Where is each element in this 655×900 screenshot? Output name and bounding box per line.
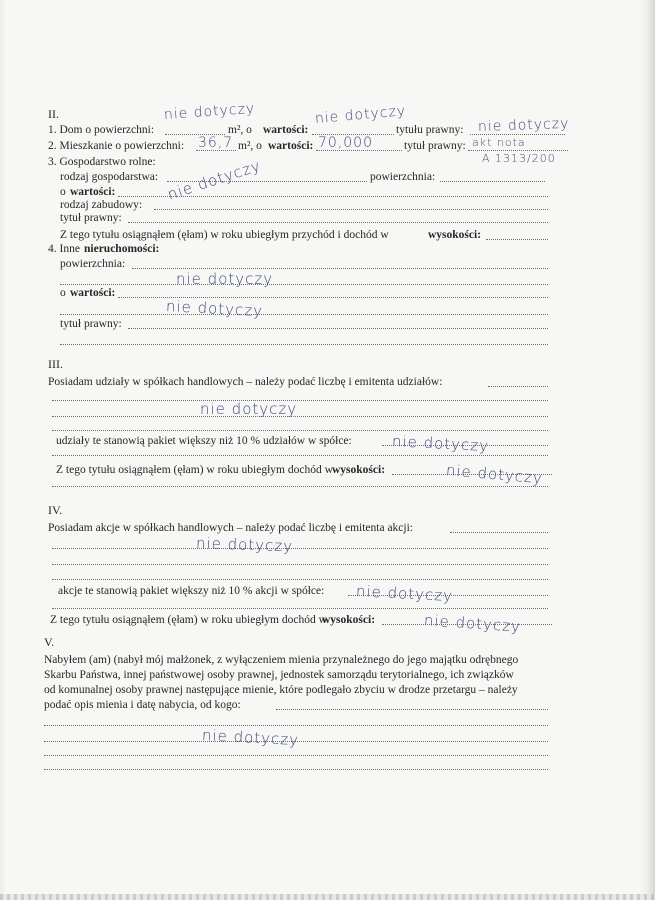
gospodarstwo-zabudowy-label: rodzaj zabudowy: [60, 199, 143, 211]
hw-s4-3: nie dotyczy [423, 611, 522, 636]
s4-line1-fill [450, 532, 548, 533]
scan-bottom-strip [0, 894, 655, 900]
gospodarstwo-dochod-fill [486, 239, 548, 240]
inne-wartosci-fill-2 [60, 314, 548, 315]
gospodarstwo-wartosci-label: wartości: [70, 186, 116, 198]
hw-s4-2: nie dotyczy [355, 582, 454, 606]
s5-p4: podać opis mienia i datę nabycia, od kogo: [44, 699, 241, 711]
s4-line3: Z tego tytułu osiągnąłem (ęłam) w roku ubiegłym dochód w [50, 614, 327, 626]
hw-s3-2: nie dotyczy [391, 432, 490, 456]
mieszkanie-title-fill [468, 150, 568, 151]
gospodarstwo-dochod-bold: wysokości: [428, 229, 482, 241]
inne-label: 4. Inne [48, 243, 80, 255]
hw-inne-area: nie dotyczy [176, 270, 274, 288]
inne-wartosci-label: wartości: [70, 287, 116, 299]
mieszkanie-unit: m², o [238, 140, 262, 152]
inne-tytul-fill [128, 328, 548, 329]
s3-fill-a [52, 400, 548, 401]
section-5-heading: V. [44, 635, 55, 649]
dom-label: 1. Dom o powierzchni: [48, 124, 155, 136]
hw-gospodarstwo: nie dotyczy [165, 156, 264, 204]
gospodarstwo-powierzchnia-fill [440, 181, 545, 182]
hw-mieszkanie-area: 36,7 [198, 135, 234, 151]
gospodarstwo-powierzchnia-label: powierzchnia: [370, 171, 436, 183]
section-4-heading: IV. [48, 503, 63, 517]
hw-dom-value: nie dotyczy [314, 103, 407, 127]
gospodarstwo-label: 3. Gospodarstwo rolne: [48, 156, 156, 168]
inne-o: o [60, 287, 66, 299]
dom-value-label: wartości: [263, 124, 309, 136]
s5-p1: Nabyłem (am) (nabył mój małżonek, z wyłączeniem mienia przynależnego do jego majątku odrębnego [44, 654, 519, 666]
hw-s3-3: nie dotyczy [445, 461, 544, 488]
section-2-heading: II. [48, 107, 59, 121]
gospodarstwo-rodzaj-label: rodzaj gospodarstwa: [60, 171, 159, 183]
s3-line2: udziały te stanowią pakiet większy niż 10 % udziałów w spółce: [56, 435, 352, 447]
gospodarstwo-dochod-pre: Z tego tytułu osiągnąłem (ęłam) w roku ubiegłym przychód i dochód w [60, 229, 389, 241]
gospodarstwo-tytul-label: tytuł prawny: [60, 212, 122, 224]
gospodarstwo-tytul-fill [128, 222, 548, 223]
s3-fill-d [52, 455, 548, 456]
s5-p3: od komunalnej osoby prawnej następujące mienie, które podlegało zbyciu w drodze przetargu – należy [44, 684, 518, 696]
s4-line2: akcje te stanowią pakiet większy niż 10 % akcji w spółce: [58, 585, 325, 597]
gospodarstwo-o: o [60, 186, 66, 198]
s3-line1-fill [488, 386, 548, 387]
hw-s3-1: nie dotyczy [200, 400, 298, 418]
s3-line3-bold: wysokości: [332, 464, 386, 476]
inne-powierzchnia-label: powierzchnia: [60, 258, 126, 270]
mieszkanie-title-label: tytuł prawny: [404, 140, 466, 152]
s5-p2: Skarbu Państwa, innej państwowej osoby prawnej, jednostek samorządu terytorialnego, ich związków [44, 669, 514, 681]
s3-fill-e [52, 486, 548, 487]
dom-title-label: tytułu prawny: [396, 124, 464, 136]
s5-fill-d [44, 769, 548, 770]
section-3-heading: III. [48, 357, 63, 371]
page-edge-shadow [647, 0, 655, 900]
s5-fill-c [44, 755, 548, 756]
inne-tytul-label: tytuł prawny: [60, 318, 122, 330]
s3-line3: Z tego tytułu osiągnąłem (ęłam) w roku ubiegłym dochód w [56, 464, 333, 476]
inne-powierzchnia-fill-2 [60, 284, 548, 285]
mieszkanie-value-label: wartości: [268, 140, 314, 152]
s4-fill-a [52, 548, 548, 549]
inne-tytul-fill-2 [60, 344, 548, 345]
inne-powierzchnia-fill [132, 268, 548, 269]
hw-dom-area: nie dotyczy [163, 100, 256, 123]
hw-dom-title: nie dotyczy [477, 115, 570, 135]
s3-fill-b [52, 416, 548, 417]
s5-fill-a [44, 725, 548, 726]
hw-mieszkanie-title: akt nota [472, 136, 526, 149]
s4-line3-bold: wysokości: [322, 614, 376, 626]
hw-mieszkanie-value: 70,000 [318, 135, 373, 151]
mieszkanie-label: 2. Mieszkanie o powierzchni: [48, 140, 185, 152]
hw-s5: nie dotyczy [201, 726, 300, 750]
s3-fill-c [52, 430, 548, 431]
s4-fill-c [52, 579, 548, 580]
s4-fill-b [52, 564, 548, 565]
hw-mieszkanie-title-cont: A 1313/200 [482, 152, 556, 165]
s3-line1: Posiadam udziały w spółkach handlowych – należy podać liczbę i emitenta udziałów: [48, 376, 443, 388]
inne-label-bold: nieruchomości: [84, 243, 160, 255]
hw-s4-1: nie dotyczy [195, 534, 294, 556]
dom-unit: m², o [228, 124, 252, 136]
s4-fill-d [52, 608, 548, 609]
gospodarstwo-zabudowy-fill [154, 209, 548, 210]
s4-line1: Posiadam akcje w spółkach handlowych – należy podać liczbę i emitenta akcji: [48, 522, 413, 534]
hw-inne-value: nie dotyczy [165, 297, 264, 321]
s5-p4-fill [276, 709, 548, 710]
